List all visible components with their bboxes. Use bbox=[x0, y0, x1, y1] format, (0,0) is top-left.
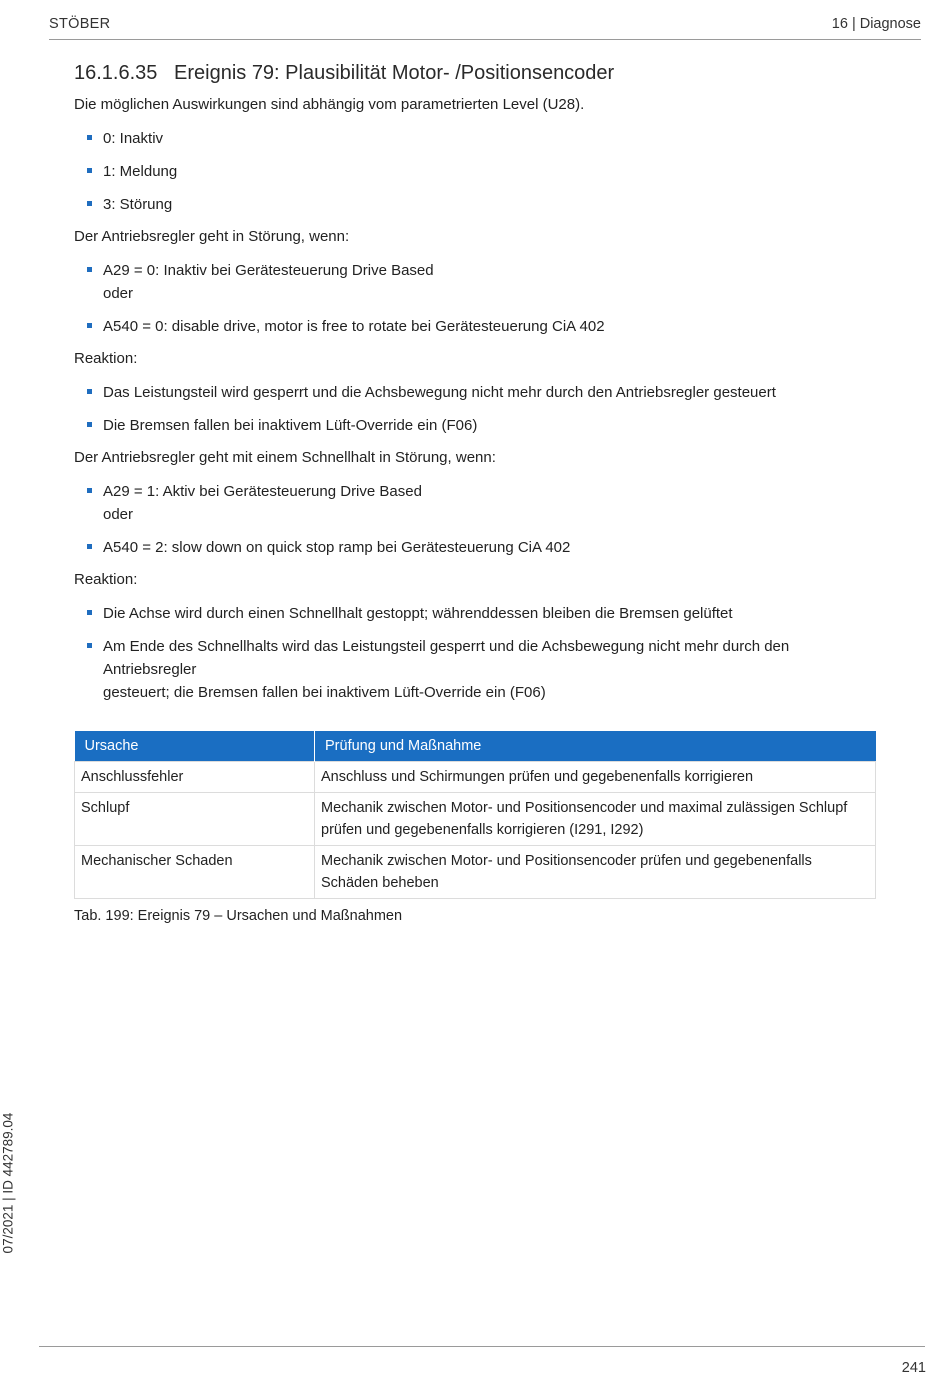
action-cell: Anschluss und Schirmungen prüfen und gegebenenfalls korrigieren bbox=[315, 762, 876, 793]
main-content bbox=[74, 62, 879, 924]
bullet-icon bbox=[87, 267, 92, 272]
bullet-icon bbox=[87, 201, 92, 206]
intro-text: Die möglichen Auswirkungen sind abhängig vom parametrierten Level (U28). bbox=[74, 96, 585, 113]
column-header-cause: Ursache bbox=[75, 731, 315, 762]
bullet-icon bbox=[87, 323, 92, 328]
cause-cell: Anschlussfehler bbox=[75, 762, 315, 793]
list-item: A540 = 0: disable drive, motor is free to rotate bei Gerätesteuerung CiA 402 bbox=[74, 315, 879, 348]
reaction-list bbox=[74, 602, 879, 714]
section-number: 16.1.6.35 bbox=[74, 62, 158, 84]
action-cell: Mechanik zwischen Motor- und Positionsencoder und maximal zulässigen Schlupf prüfen und gegebenenfalls korrigieren (I291, I292) bbox=[315, 793, 876, 846]
list-item: Die Achse wird durch einen Schnellhalt gestoppt; währenddessen bleiben die Bremsen gelüftet bbox=[74, 602, 879, 635]
fault-condition-list bbox=[74, 259, 879, 348]
fault-intro: Der Antriebsregler geht in Störung, wenn: bbox=[74, 228, 350, 245]
list-item: A540 = 2: slow down on quick stop ramp bei Gerätesteuerung CiA 402 bbox=[74, 536, 879, 569]
table-row bbox=[75, 846, 876, 899]
document-id-side-text: 07/2021 | ID 442789.04 bbox=[0, 1112, 16, 1254]
chapter-label: 16 | Diagnose bbox=[831, 16, 921, 32]
table-row bbox=[75, 793, 876, 846]
section-heading bbox=[74, 62, 879, 94]
brand-name: STÖBER bbox=[49, 16, 111, 32]
column-header-action: Prüfung und Maßnahme bbox=[315, 731, 876, 762]
table-header-row bbox=[75, 731, 876, 762]
quickstop-intro: Der Antriebsregler geht mit einem Schnellhalt in Störung, wenn: bbox=[74, 449, 496, 466]
section-title: Ereignis 79: Plausibilität Motor- /Positionsencoder bbox=[174, 62, 615, 84]
bullet-icon bbox=[87, 544, 92, 549]
causes-table bbox=[74, 731, 876, 899]
level-list bbox=[74, 127, 879, 226]
bullet-icon bbox=[87, 389, 92, 394]
cause-cell: Mechanischer Schaden bbox=[75, 846, 315, 899]
list-item: Das Leistungsteil wird gesperrt und die Achsbewegung nicht mehr durch den Antriebsregler gesteuert bbox=[74, 381, 879, 414]
reaction-label: Reaktion: bbox=[74, 571, 138, 588]
page-header bbox=[49, 14, 921, 40]
footer-divider bbox=[39, 1346, 925, 1347]
quickstop-condition-list bbox=[74, 480, 879, 569]
list-item: Die Bremsen fallen bei inaktivem Lüft-Override ein (F06) bbox=[74, 414, 879, 447]
list-item: Am Ende des Schnellhalts wird das Leistungsteil gesperrt und die Achsbewegung nicht mehr durch den Antriebsregler gesteuert; die Bremsen fallen bei inaktivem Lüft-Override ein (F06) bbox=[74, 635, 879, 714]
action-cell: Mechanik zwischen Motor- und Positionsencoder prüfen und gegebenenfalls Schäden beheben bbox=[315, 846, 876, 899]
bullet-icon bbox=[87, 135, 92, 140]
table-caption: Tab. 199: Ereignis 79 – Ursachen und Maßnahmen bbox=[74, 908, 403, 924]
bullet-icon bbox=[87, 488, 92, 493]
reaction-list bbox=[74, 381, 879, 447]
bullet-icon bbox=[87, 168, 92, 173]
bullet-icon bbox=[87, 643, 92, 648]
table-row bbox=[75, 762, 876, 793]
bullet-icon bbox=[87, 610, 92, 615]
list-item: 1: Meldung bbox=[74, 160, 879, 193]
bullet-icon bbox=[87, 422, 92, 427]
list-item: 3: Störung bbox=[74, 193, 879, 226]
list-item: 0: Inaktiv bbox=[74, 127, 879, 160]
page-number: 241 bbox=[901, 1360, 926, 1376]
cause-cell: Schlupf bbox=[75, 793, 315, 846]
list-item: A29 = 1: Aktiv bei Gerätesteuerung Drive Based oder bbox=[74, 480, 879, 536]
list-item: A29 = 0: Inaktiv bei Gerätesteuerung Drive Based oder bbox=[74, 259, 879, 315]
reaction-label: Reaktion: bbox=[74, 350, 138, 367]
